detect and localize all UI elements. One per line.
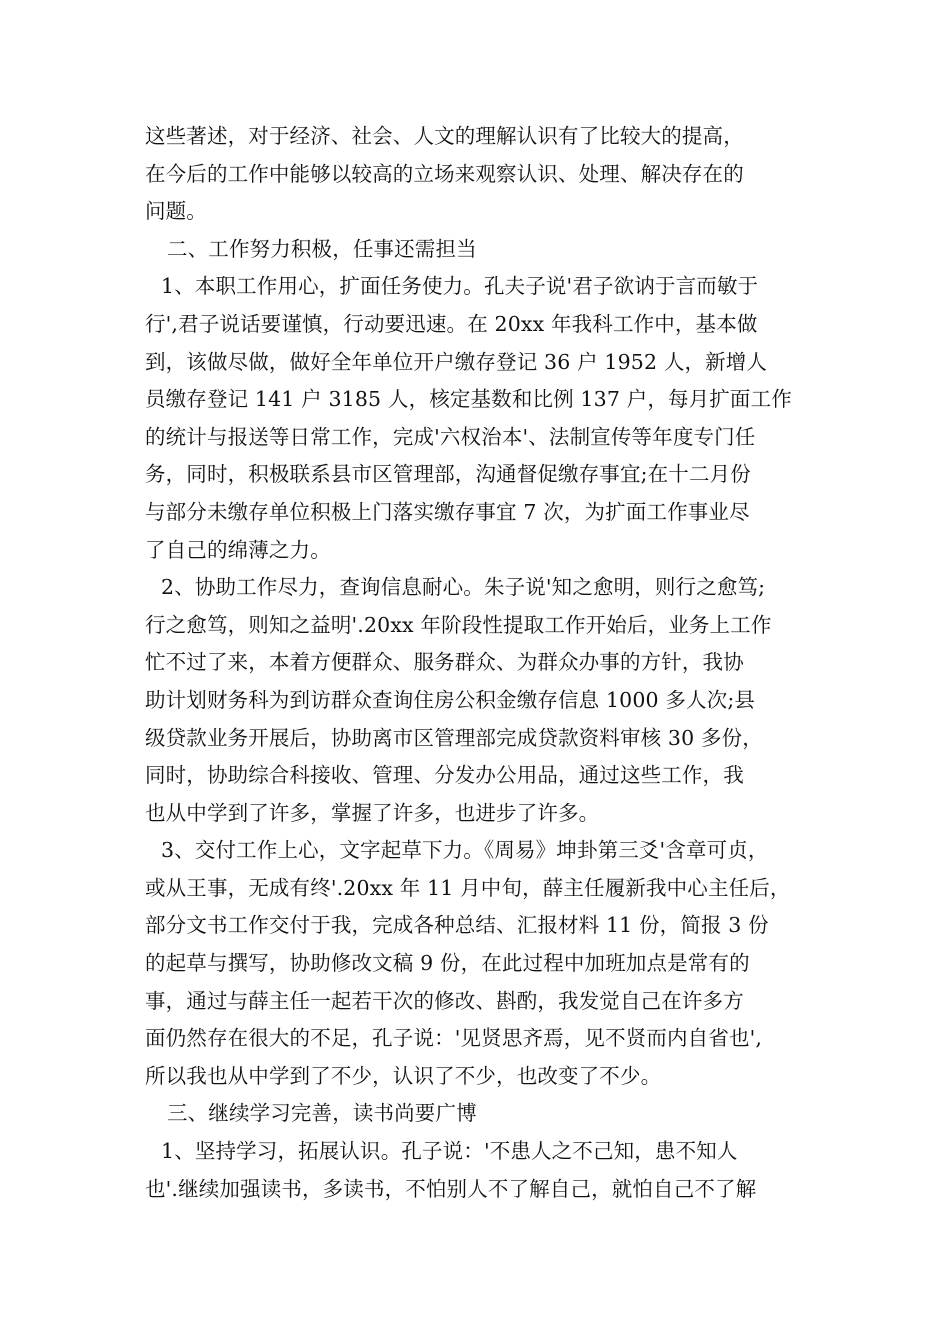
body-text — [145, 118, 810, 1208]
section-heading: 三、继续学习完善，读书尚要广博 — [167, 1101, 477, 1126]
text-line: 或从王事，无成有终'.20xx 年 11 月中旬，薛主任履新我中心主任后， — [145, 875, 791, 900]
text-line: 到，该做尽做，做好全年单位开户缴存登记 36 户 1952 人，新增人 — [145, 349, 768, 374]
section-heading: 二、工作努力积极，任事还需担当 — [167, 236, 477, 261]
text-line: 忙不过了来，本着方便群众、服务群众、为群众办事的方针，我协 — [145, 650, 744, 675]
text-line: 级贷款业务开展后，协助离市区管理部完成贷款资料审核 30 多份， — [145, 725, 763, 750]
text-line: 的起草与撰写，协助修改文稿 9 份，在此过程中加班加点是常有的 — [145, 951, 750, 976]
text-line: 同时，协助综合科接收、管理、分发办公用品，通过这些工作，我 — [145, 763, 744, 788]
text-line: 部分文书工作交付于我，完成各种总结、汇报材料 11 份，简报 3 份 — [145, 913, 769, 938]
text-line: 行',君子说话要谨慎，行动要迅速。在 20xx 年我科工作中，基本做 — [145, 311, 758, 336]
text-line: 面仍然存在很大的不足，孔子说：'见贤思齐焉，见不贤而内自省也', — [145, 1026, 763, 1051]
text-line: 的统计与报送等日常工作，完成'六权治本'、法制宣传等年度专门任 — [145, 424, 756, 449]
text-line: 行之愈笃，则知之益明'.20xx 年阶段性提取工作开始后，业务上工作 — [145, 612, 772, 637]
text-line: 务，同时，积极联系县市区管理部，沟通督促缴存事宜;在十二月份 — [145, 462, 751, 487]
text-line: 2、协助工作尽力，查询信息耐心。朱子说'知之愈明，则行之愈笃; — [161, 575, 766, 600]
text-line: 也'.继续加强读书，多读书，不怕别人不了解自己，就怕自己不了解 — [145, 1176, 757, 1201]
text-line: 也从中学到了许多，掌握了许多，也进步了许多。 — [145, 800, 600, 825]
text-line: 在今后的工作中能够以较高的立场来观察认识、处理、解决存在的 — [145, 161, 744, 186]
text-line: 了自己的绵薄之力。 — [145, 537, 331, 562]
text-line: 助计划财务科为到访群众查询住房公积金缴存信息 1000 多人次;县 — [145, 687, 756, 712]
text-line: 1、本职工作用心，扩面任务使力。孔夫子说'君子欲讷于言而敏于 — [161, 274, 759, 299]
text-line: 3、交付工作上心，文字起草下力。《周易》坤卦第三爻'含章可贞， — [161, 838, 769, 863]
text-line: 所以我也从中学到了不少，认识了不少，也改变了不少。 — [145, 1063, 662, 1088]
text-line: 问题。 — [145, 199, 207, 224]
text-line: 员缴存登记 141 户 3185 人，核定基数和比例 137 户，每月扩面工作 — [145, 387, 792, 412]
text-line: 1、坚持学习，拓展认识。孔子说：'不患人之不己知，患不知人 — [161, 1139, 738, 1164]
text-line: 事，通过与薛主任一起若干次的修改、斟酌，我发觉自己在许多方 — [145, 988, 744, 1013]
text-line: 这些著述，对于经济、社会、人文的理解认识有了比较大的提高， — [145, 124, 744, 148]
text-line: 与部分未缴存单位积极上门落实缴存事宜 7 次，为扩面工作事业尽 — [145, 499, 750, 524]
